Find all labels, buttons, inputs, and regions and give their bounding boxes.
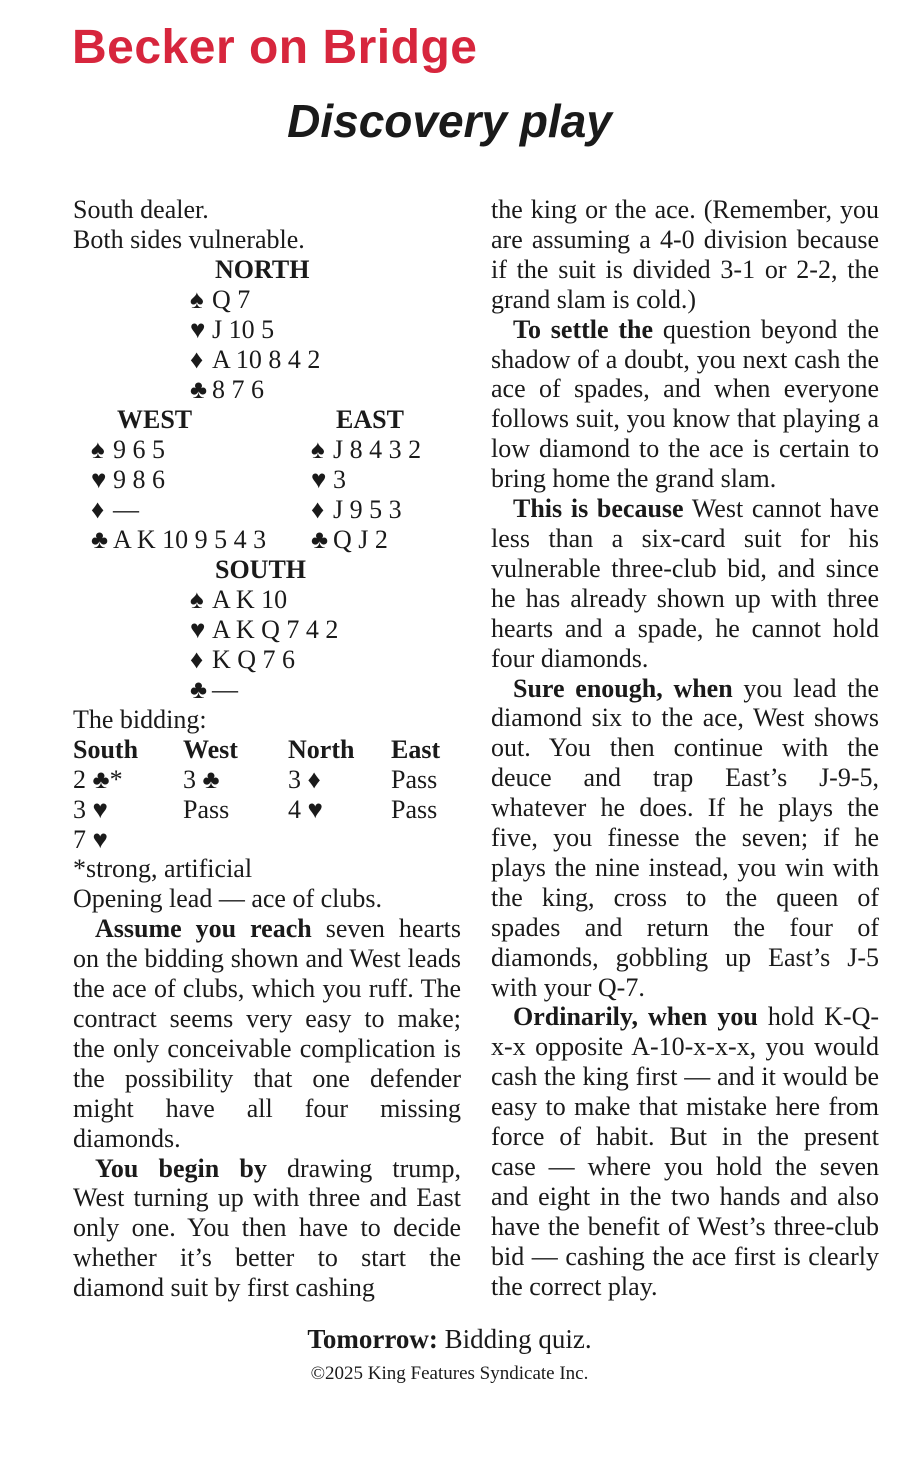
paragraph-lead-in: Assume you reach [95,914,312,944]
south-spades: ♠ A K 10 [190,584,288,614]
diamond-icon: ♦ [190,644,204,674]
north-diamonds: ♦ A 10 8 4 2 [190,344,321,374]
copyright: ©2025 King Features Syndicate Inc. [310,1363,589,1384]
bidding-header-north: North [288,734,355,764]
heart-icon: ♥ [190,314,206,344]
spade-icon: ♠ [91,434,105,464]
paragraph [491,195,879,315]
paragraph [491,1002,879,1301]
bid-cell: 3 ♦ [288,764,321,794]
club-icon: ♣ [190,674,208,704]
paragraph-text: West cannot have less than a six-card suit for his vulnerable three-club bid, and since he has already shown up with three hearts and a spade, he cannot hold four diamonds. [491,494,879,673]
paragraph-lead-in: Sure enough, when [513,673,733,703]
bidding-header-west: West [183,734,238,764]
bid-cell: 3 ♣ [183,764,220,794]
bidding-header-east: East [391,734,441,764]
tomorrow-line [0,1324,899,1355]
headline: Discovery play [287,95,612,147]
bid-cell: Pass [391,764,438,794]
north-clubs: ♣ 8 7 6 [190,374,264,404]
bid-cell: 2 ♣* [73,764,123,794]
right-column [491,195,879,1302]
heart-icon: ♥ [311,464,327,494]
north-spades: ♠ Q 7 [190,284,251,314]
west-label: WEST [117,404,193,434]
spade-icon: ♠ [311,434,325,464]
spade-icon: ♠ [190,284,204,314]
masthead: Becker on Bridge [72,21,478,74]
opening-lead: Opening lead — ace of clubs. [73,884,383,914]
bid-cell [288,825,391,855]
paragraph-text: seven hearts on the bidding shown and West leads the ace of clubs, which you ruff. The contract seems very easy to make; the only conceivable complication is the possibility that one defender might have all four missing diamonds. [73,914,461,1153]
dealer-line: South dealer. [73,195,209,224]
south-label: SOUTH [215,554,307,584]
bidding-row [73,765,461,795]
south-diamonds: ♦ K Q 7 6 [190,644,296,674]
east-hearts: ♥ 3 [311,464,346,494]
paragraph [73,1154,461,1304]
paragraph-lead-in: To settle the [513,314,654,344]
spade-icon: ♠ [190,584,204,614]
heart-icon: ♥ [190,614,206,644]
bidding-label: The bidding: [73,704,207,734]
club-icon: ♣ [190,374,208,404]
bidding-header-south: South [73,734,139,764]
paragraph-text: you lead the diamond six to the ace, West shows out. You then continue with the deuce and trap East’s J-9-5, whatever he does. If he plays the five, you finesse the seven; if he plays the nine instead, you win with the king, cross to the queen of spades and return the four of diamonds, gobbling up East’s J-5 with your Q-7. [491,673,879,1002]
east-label: EAST [336,404,404,434]
paragraph [491,674,879,1003]
club-icon: ♣ [311,524,329,554]
bid-cell: 4 ♥ [288,794,323,824]
paragraph-text: the king or the ace. (Remember, you are assuming a 4-0 division because if the suit is divided 3-1 or 2-2, the grand slam is cold.) [491,195,879,314]
east-diamonds: ♦ J 9 5 3 [311,494,402,524]
west-diamonds: ♦ — [91,494,139,524]
south-clubs: ♣ — [190,674,238,704]
tomorrow-label: Tomorrow: [307,1324,438,1354]
paragraph-lead-in: This is because [513,494,684,524]
east-spades: ♠ J 8 4 3 2 [311,434,422,464]
bidding-row [73,795,461,825]
north-hearts: ♥ J 10 5 [190,314,275,344]
bid-cell: 7 ♥ [73,824,108,854]
diamond-icon: ♦ [311,494,325,524]
paragraph-text: hold K-Q-x-x opposite A-10-x-x-x, you would cash the king first — and it would be easy to make that mistake here from force of habit. But in the present case — where you hold the seven and eight in the two hands and also have the benefit of West’s three-club bid — cashing the ace first is clearly the correct play. [491,1002,879,1301]
paragraph [491,494,879,673]
paragraph-text: drawing trump, West turning up with three and East only one. You then have to decide whether it’s better to start the diamond suit by first cashing [73,1153,461,1303]
west-spades: ♠ 9 6 5 [91,434,165,464]
bidding-row [73,825,461,855]
east-clubs: ♣ Q J 2 [311,524,388,554]
bidding-note: *strong, artificial [73,854,253,884]
bid-cell: Pass [183,794,230,824]
bid-cell [183,825,288,855]
vulnerability-line: Both sides vulnerable. [73,224,305,254]
west-hearts: ♥ 9 8 6 [91,464,165,494]
paragraph-lead-in: Ordinarily, when you [513,1002,758,1032]
paragraph [491,315,879,494]
left-column [73,195,461,1303]
bid-cell: Pass [391,794,438,824]
south-hearts: ♥ A K Q 7 4 2 [190,614,339,644]
diamond-icon: ♦ [91,494,105,524]
deal-diagram [73,255,461,763]
west-clubs: ♣ A K 10 9 5 4 3 [91,524,267,554]
paragraph-text: question beyond the shadow of a doubt, you next cash the ace of spades, and when everyone follows suit, you know that playing a low diamond to the ace is certain to bring home the grand slam. [491,314,879,494]
club-icon: ♣ [91,524,109,554]
bid-cell [391,825,461,855]
north-label: NORTH [215,254,310,284]
diamond-icon: ♦ [190,344,204,374]
paragraph-lead-in: You begin by [95,1153,267,1183]
tomorrow-text: Bidding quiz. [437,1324,592,1354]
paragraph [73,914,461,1153]
heart-icon: ♥ [91,464,107,494]
bid-cell: 3 ♥ [73,794,108,824]
